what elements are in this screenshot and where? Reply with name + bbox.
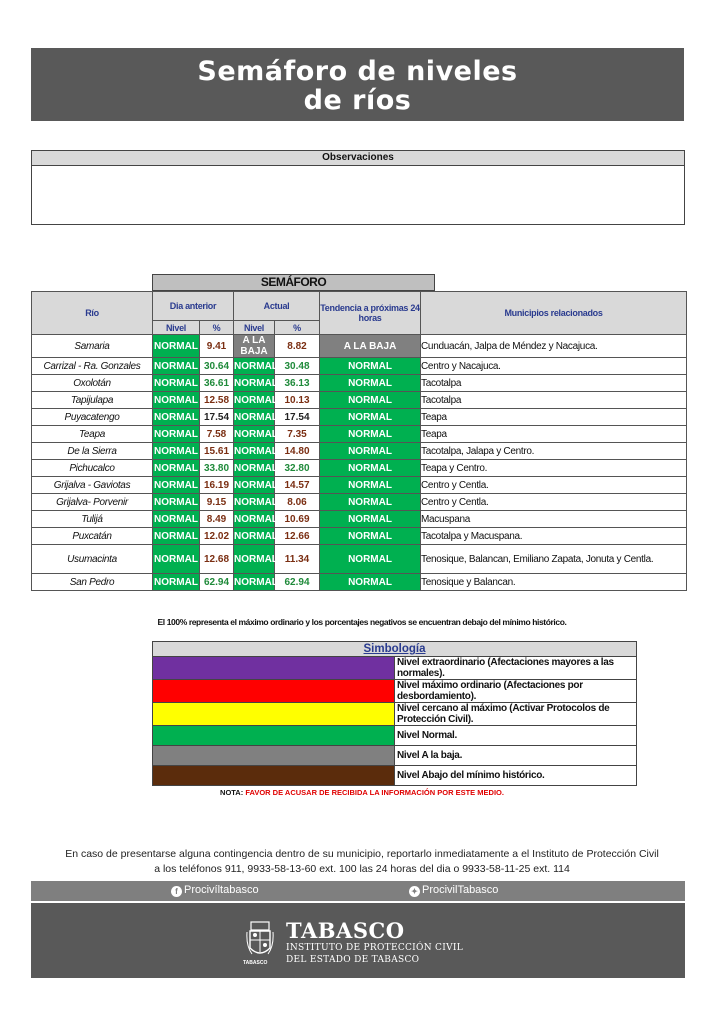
prev-level: NORMAL: [153, 574, 200, 591]
prev-level: NORMAL: [153, 375, 200, 392]
table-row: [32, 358, 687, 375]
facebook-link[interactable]: [171, 884, 259, 897]
prev-pct: 33.80: [200, 460, 234, 477]
prev-pct: 9.41: [200, 335, 234, 358]
prev-pct: 12.02: [200, 528, 234, 545]
color-swatch: [153, 766, 395, 786]
color-swatch: [153, 703, 395, 726]
page-title: [31, 48, 684, 121]
river-name: Pichucalco: [32, 460, 153, 477]
color-swatch: [153, 746, 395, 766]
facebook-handle: Procivíltabasco: [184, 884, 259, 896]
header-river: Río: [32, 292, 153, 335]
social-bar: [31, 881, 685, 901]
twitter-icon: ✦: [409, 886, 420, 897]
trend: A LA BAJA: [320, 335, 421, 358]
cur-level: NORMAL: [234, 528, 275, 545]
contact-line-2: a los teléfonos 911, 9933-58-13-60 ext. 100 las 24 horas del dia o 9933-58-11-25 ext. 114: [154, 863, 570, 875]
header-cur-level: Nivel: [234, 321, 275, 335]
river-name: Grijalva- Porvenir: [32, 494, 153, 511]
facebook-icon: f: [171, 886, 182, 897]
trend: NORMAL: [320, 460, 421, 477]
cur-pct: 30.48: [275, 358, 320, 375]
cur-level: NORMAL: [234, 511, 275, 528]
header-prev-day: Dia anterior: [153, 292, 234, 321]
municipalities: Centro y Nacajuca.: [421, 358, 687, 375]
municipalities: Tacotalpa: [421, 392, 687, 409]
river-name: Usumacinta: [32, 545, 153, 574]
cur-pct: 62.94: [275, 574, 320, 591]
cur-level: NORMAL: [234, 375, 275, 392]
river-name: Oxolotán: [32, 375, 153, 392]
prev-pct: 62.94: [200, 574, 234, 591]
municipalities: Tacotalpa, Jalapa y Centro.: [421, 443, 687, 460]
river-name: San Pedro: [32, 574, 153, 591]
river-name: Puyacatengo: [32, 409, 153, 426]
cur-pct: 10.13: [275, 392, 320, 409]
symbology-row: [153, 703, 637, 726]
symbology-row: [153, 746, 637, 766]
cur-level: NORMAL: [234, 574, 275, 591]
prev-pct: 16.19: [200, 477, 234, 494]
footer: [31, 903, 685, 978]
symbology-label: Nivel máximo ordinario (Afectaciones por desbordamiento).: [395, 680, 637, 703]
prev-level: NORMAL: [153, 460, 200, 477]
cur-pct: 11.34: [275, 545, 320, 574]
cur-pct: 17.54: [275, 409, 320, 426]
state-crest-icon: [246, 918, 274, 962]
color-swatch: [153, 726, 395, 746]
cur-pct: 10.69: [275, 511, 320, 528]
header-trend: Tendencia a próximas 24 horas: [320, 292, 421, 335]
trend: NORMAL: [320, 477, 421, 494]
cur-level: A LA BAJA: [234, 335, 275, 358]
header-municipalities: Municipios relacionados: [421, 292, 687, 335]
prev-pct: 36.61: [200, 375, 234, 392]
symbology-label: Nivel Abajo del mínimo histórico.: [395, 766, 637, 786]
cur-pct: 7.35: [275, 426, 320, 443]
cur-pct: 14.80: [275, 443, 320, 460]
table-row: [32, 528, 687, 545]
nota-text: FAVOR DE ACUSAR DE RECIBIDA LA INFORMACIÓN POR ESTE MEDIO.: [243, 788, 504, 797]
cur-level: NORMAL: [234, 494, 275, 511]
footer-brand: TABASCO: [286, 918, 405, 943]
cur-pct: 12.66: [275, 528, 320, 545]
observations-label: Observaciones: [32, 151, 684, 166]
nota-label: NOTA:: [220, 788, 244, 797]
table-row: [32, 335, 687, 358]
cur-pct: 8.06: [275, 494, 320, 511]
river-name: Tapijulapa: [32, 392, 153, 409]
trend: NORMAL: [320, 392, 421, 409]
cur-level: NORMAL: [234, 460, 275, 477]
trend: NORMAL: [320, 409, 421, 426]
symbology-row: [153, 680, 637, 703]
prev-level: NORMAL: [153, 494, 200, 511]
river-name: De la Sierra: [32, 443, 153, 460]
cur-pct: 36.13: [275, 375, 320, 392]
symbology-table: [152, 641, 637, 786]
prev-pct: 12.58: [200, 392, 234, 409]
trend: NORMAL: [320, 375, 421, 392]
cur-pct: 32.80: [275, 460, 320, 477]
prev-level: NORMAL: [153, 511, 200, 528]
prev-pct: 7.58: [200, 426, 234, 443]
prev-level: NORMAL: [153, 335, 200, 358]
title-line-2: de ríos: [303, 85, 412, 116]
trend: NORMAL: [320, 511, 421, 528]
river-name: Teapa: [32, 426, 153, 443]
prev-level: NORMAL: [153, 358, 200, 375]
symbology-label: Nivel extraordinario (Afectaciones mayores a las normales).: [395, 657, 637, 680]
footer-line-1: INSTITUTO DE PROTECCIÓN CIVIL: [286, 943, 464, 953]
cur-level: NORMAL: [234, 477, 275, 494]
prev-level: NORMAL: [153, 392, 200, 409]
prev-level: NORMAL: [153, 426, 200, 443]
prev-pct: 8.49: [200, 511, 234, 528]
title-line-1: Semáforo de niveles: [197, 56, 518, 87]
prev-pct: 12.68: [200, 545, 234, 574]
contact-info: [0, 847, 724, 877]
symbology-row: [153, 726, 637, 746]
observations-box: [31, 150, 685, 225]
cur-level: NORMAL: [234, 358, 275, 375]
trend: NORMAL: [320, 426, 421, 443]
municipalities: Macuspana: [421, 511, 687, 528]
river-name: Samaria: [32, 335, 153, 358]
trend: NORMAL: [320, 528, 421, 545]
prev-pct: 17.54: [200, 409, 234, 426]
header-cur-pct: %: [275, 321, 320, 335]
cur-level: NORMAL: [234, 443, 275, 460]
semaforo-title: SEMÁFORO: [152, 274, 435, 291]
symbology-title: Simbología: [153, 642, 637, 657]
municipalities: Tacotalpa y Macuspana.: [421, 528, 687, 545]
table-row: [32, 477, 687, 494]
prev-pct: 30.64: [200, 358, 234, 375]
header-prev-pct: %: [200, 321, 234, 335]
nota: [0, 788, 724, 797]
river-name: Grijalva - Gaviotas: [32, 477, 153, 494]
trend: NORMAL: [320, 358, 421, 375]
contact-line-1: En caso de presentarse alguna contingencia dentro de su municipio, reportarlo inmediatamente a el Instituto de Protección Civil: [65, 848, 659, 860]
cur-level: NORMAL: [234, 545, 275, 574]
symbology-label: Nivel A la baja.: [395, 746, 637, 766]
municipalities: Teapa y Centro.: [421, 460, 687, 477]
river-levels-table: [31, 291, 687, 591]
cur-level: NORMAL: [234, 426, 275, 443]
cur-pct: 14.57: [275, 477, 320, 494]
trend: NORMAL: [320, 545, 421, 574]
municipalities: Centro y Centla.: [421, 494, 687, 511]
municipalities: Teapa: [421, 409, 687, 426]
municipalities: Tenosique, Balancan, Emiliano Zapata, Jonuta y Centla.: [421, 545, 687, 574]
color-swatch: [153, 657, 395, 680]
cur-level: NORMAL: [234, 392, 275, 409]
municipalities: Centro y Centla.: [421, 477, 687, 494]
table-row: [32, 574, 687, 591]
symbology-row: [153, 766, 637, 786]
prev-level: NORMAL: [153, 409, 200, 426]
percentage-note: El 100% representa el máximo ordinario y los porcentajes negativos se encuentran debajo del mínimo histórico.: [157, 617, 567, 627]
table-row: [32, 460, 687, 477]
prev-level: NORMAL: [153, 443, 200, 460]
prev-level: NORMAL: [153, 477, 200, 494]
municipalities: Tacotalpa: [421, 375, 687, 392]
municipalities: Tenosique y Balancan.: [421, 574, 687, 591]
cur-pct: 8.82: [275, 335, 320, 358]
table-row: [32, 511, 687, 528]
symbology-row: [153, 657, 637, 680]
twitter-handle: ProcivilTabasco: [422, 884, 499, 896]
trend: NORMAL: [320, 574, 421, 591]
header-prev-level: Nivel: [153, 321, 200, 335]
prev-level: NORMAL: [153, 545, 200, 574]
color-swatch: [153, 680, 395, 703]
table-row: [32, 545, 687, 574]
table-row: [32, 494, 687, 511]
table-row: [32, 426, 687, 443]
table-row: [32, 375, 687, 392]
prev-pct: 9.15: [200, 494, 234, 511]
twitter-link[interactable]: [409, 884, 498, 897]
header-current: Actual: [234, 292, 320, 321]
trend: NORMAL: [320, 443, 421, 460]
river-name: Carrizal - Ra. Gonzales: [32, 358, 153, 375]
table-row: [32, 392, 687, 409]
footer-line-2: DEL ESTADO DE TABASCO: [286, 955, 420, 965]
river-name: Puxcatán: [32, 528, 153, 545]
table-row: [32, 409, 687, 426]
municipalities: Cunduacán, Jalpa de Méndez y Nacajuca.: [421, 335, 687, 358]
river-name: Tulijá: [32, 511, 153, 528]
table-row: [32, 443, 687, 460]
cur-level: NORMAL: [234, 409, 275, 426]
prev-level: NORMAL: [153, 528, 200, 545]
crest-caption: TABASCO: [243, 960, 268, 966]
symbology-label: Nivel Normal.: [395, 726, 637, 746]
municipalities: Teapa: [421, 426, 687, 443]
trend: NORMAL: [320, 494, 421, 511]
symbology-label: Nivel cercano al máximo (Activar Protocolos de Protección Civil).: [395, 703, 637, 726]
prev-pct: 15.61: [200, 443, 234, 460]
